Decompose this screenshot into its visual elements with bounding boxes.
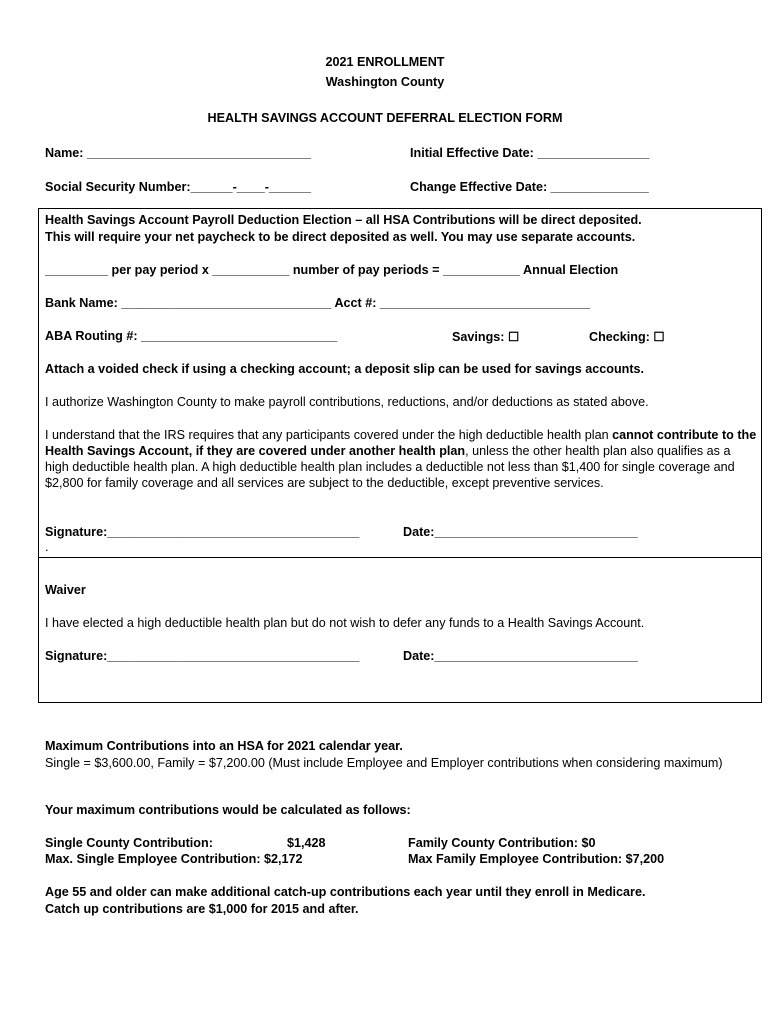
family-county-contribution: Family County Contribution: $0 [408, 836, 596, 850]
waiver-title: Waiver [45, 583, 86, 597]
annual-election-formula[interactable]: _________ per pay period x ___________ number of pay periods = ___________ Annual Election [45, 263, 619, 277]
irs-statement-bold: cannot contribute to the Health Savings Account, if they are covered under another health plan [45, 428, 757, 458]
election-heading-1: Health Savings Account Payroll Deduction Election – all HSA Contributions will be direct deposited. [45, 213, 642, 227]
attach-check-note: Attach a voided check if using a checking account; a deposit slip can be used for savings accounts. [45, 362, 645, 376]
header-line-enrollment: 2021 ENROLLMENT [325, 55, 445, 69]
waiver-signature-field[interactable]: Signature:____________________________________ [45, 649, 360, 663]
header-line-county: Washington County [325, 75, 445, 89]
waiver-box [38, 557, 762, 703]
bank-acct-fields[interactable]: Bank Name: ______________________________ Acct #: ______________________________ [45, 296, 591, 310]
catchup-line-1: Age 55 and older can make additional catch-up contributions each year until they enroll in Medicare. [45, 885, 646, 899]
waiver-statement: I have elected a high deductible health plan but do not wish to defer any funds to a Health Savings Account. [45, 616, 645, 630]
aba-routing-field[interactable]: ABA Routing #: ____________________________ [45, 329, 338, 343]
form-title: HEALTH SAVINGS ACCOUNT DEFERRAL ELECTION FORM [207, 111, 563, 125]
catchup-line-2: Catch up contributions are $1,000 for 2015 and after. [45, 902, 359, 916]
waiver-date-field[interactable]: Date:_____________________________ [403, 649, 638, 663]
name-field[interactable]: Name: ________________________________ [45, 146, 312, 160]
irs-statement [45, 427, 757, 491]
ssn-field[interactable]: Social Security Number:______-____-______ [45, 180, 312, 194]
stray-dot: . [45, 540, 49, 554]
election-signature-field[interactable]: Signature:____________________________________ [45, 525, 360, 539]
change-effective-date-field[interactable]: Change Effective Date: ______________ [410, 180, 649, 194]
irs-statement-part2: , unless the other health plan also qualifies as a high deductible health plan. A high deductible health plan includes a deductible not less than $1,400 for single coverage and $2,800 for family coverage and all services are subject to the deductible, except preventive services. [45, 444, 735, 490]
irs-statement-part1: I understand that the IRS requires that any participants covered under the high deductible health plan [45, 428, 613, 442]
savings-checkbox[interactable]: Savings: ☐ [452, 330, 520, 344]
max-contributions-heading: Maximum Contributions into an HSA for 2021 calendar year. [45, 739, 403, 753]
election-box [38, 208, 762, 558]
calculation-heading: Your maximum contributions would be calculated as follows: [45, 803, 411, 817]
single-county-contribution-value: $1,428 [287, 836, 326, 850]
max-contributions-text: Single = $3,600.00, Family = $7,200.00 (Must include Employee and Employer contributions when considering maximum) [45, 756, 723, 770]
initial-effective-date-field[interactable]: Initial Effective Date: ________________ [410, 146, 650, 160]
election-heading-2: This will require your net paycheck to be direct deposited as well. You may use separate accounts. [45, 230, 636, 244]
authorize-statement: I authorize Washington County to make payroll contributions, reductions, and/or deductions as stated above. [45, 395, 649, 409]
family-employee-contribution: Max Family Employee Contribution: $7,200 [408, 852, 665, 866]
single-county-contribution-label: Single County Contribution: [45, 836, 213, 850]
checking-checkbox[interactable]: Checking: ☐ [589, 330, 665, 344]
election-date-field[interactable]: Date:_____________________________ [403, 525, 638, 539]
single-employee-contribution: Max. Single Employee Contribution: $2,172 [45, 852, 303, 866]
